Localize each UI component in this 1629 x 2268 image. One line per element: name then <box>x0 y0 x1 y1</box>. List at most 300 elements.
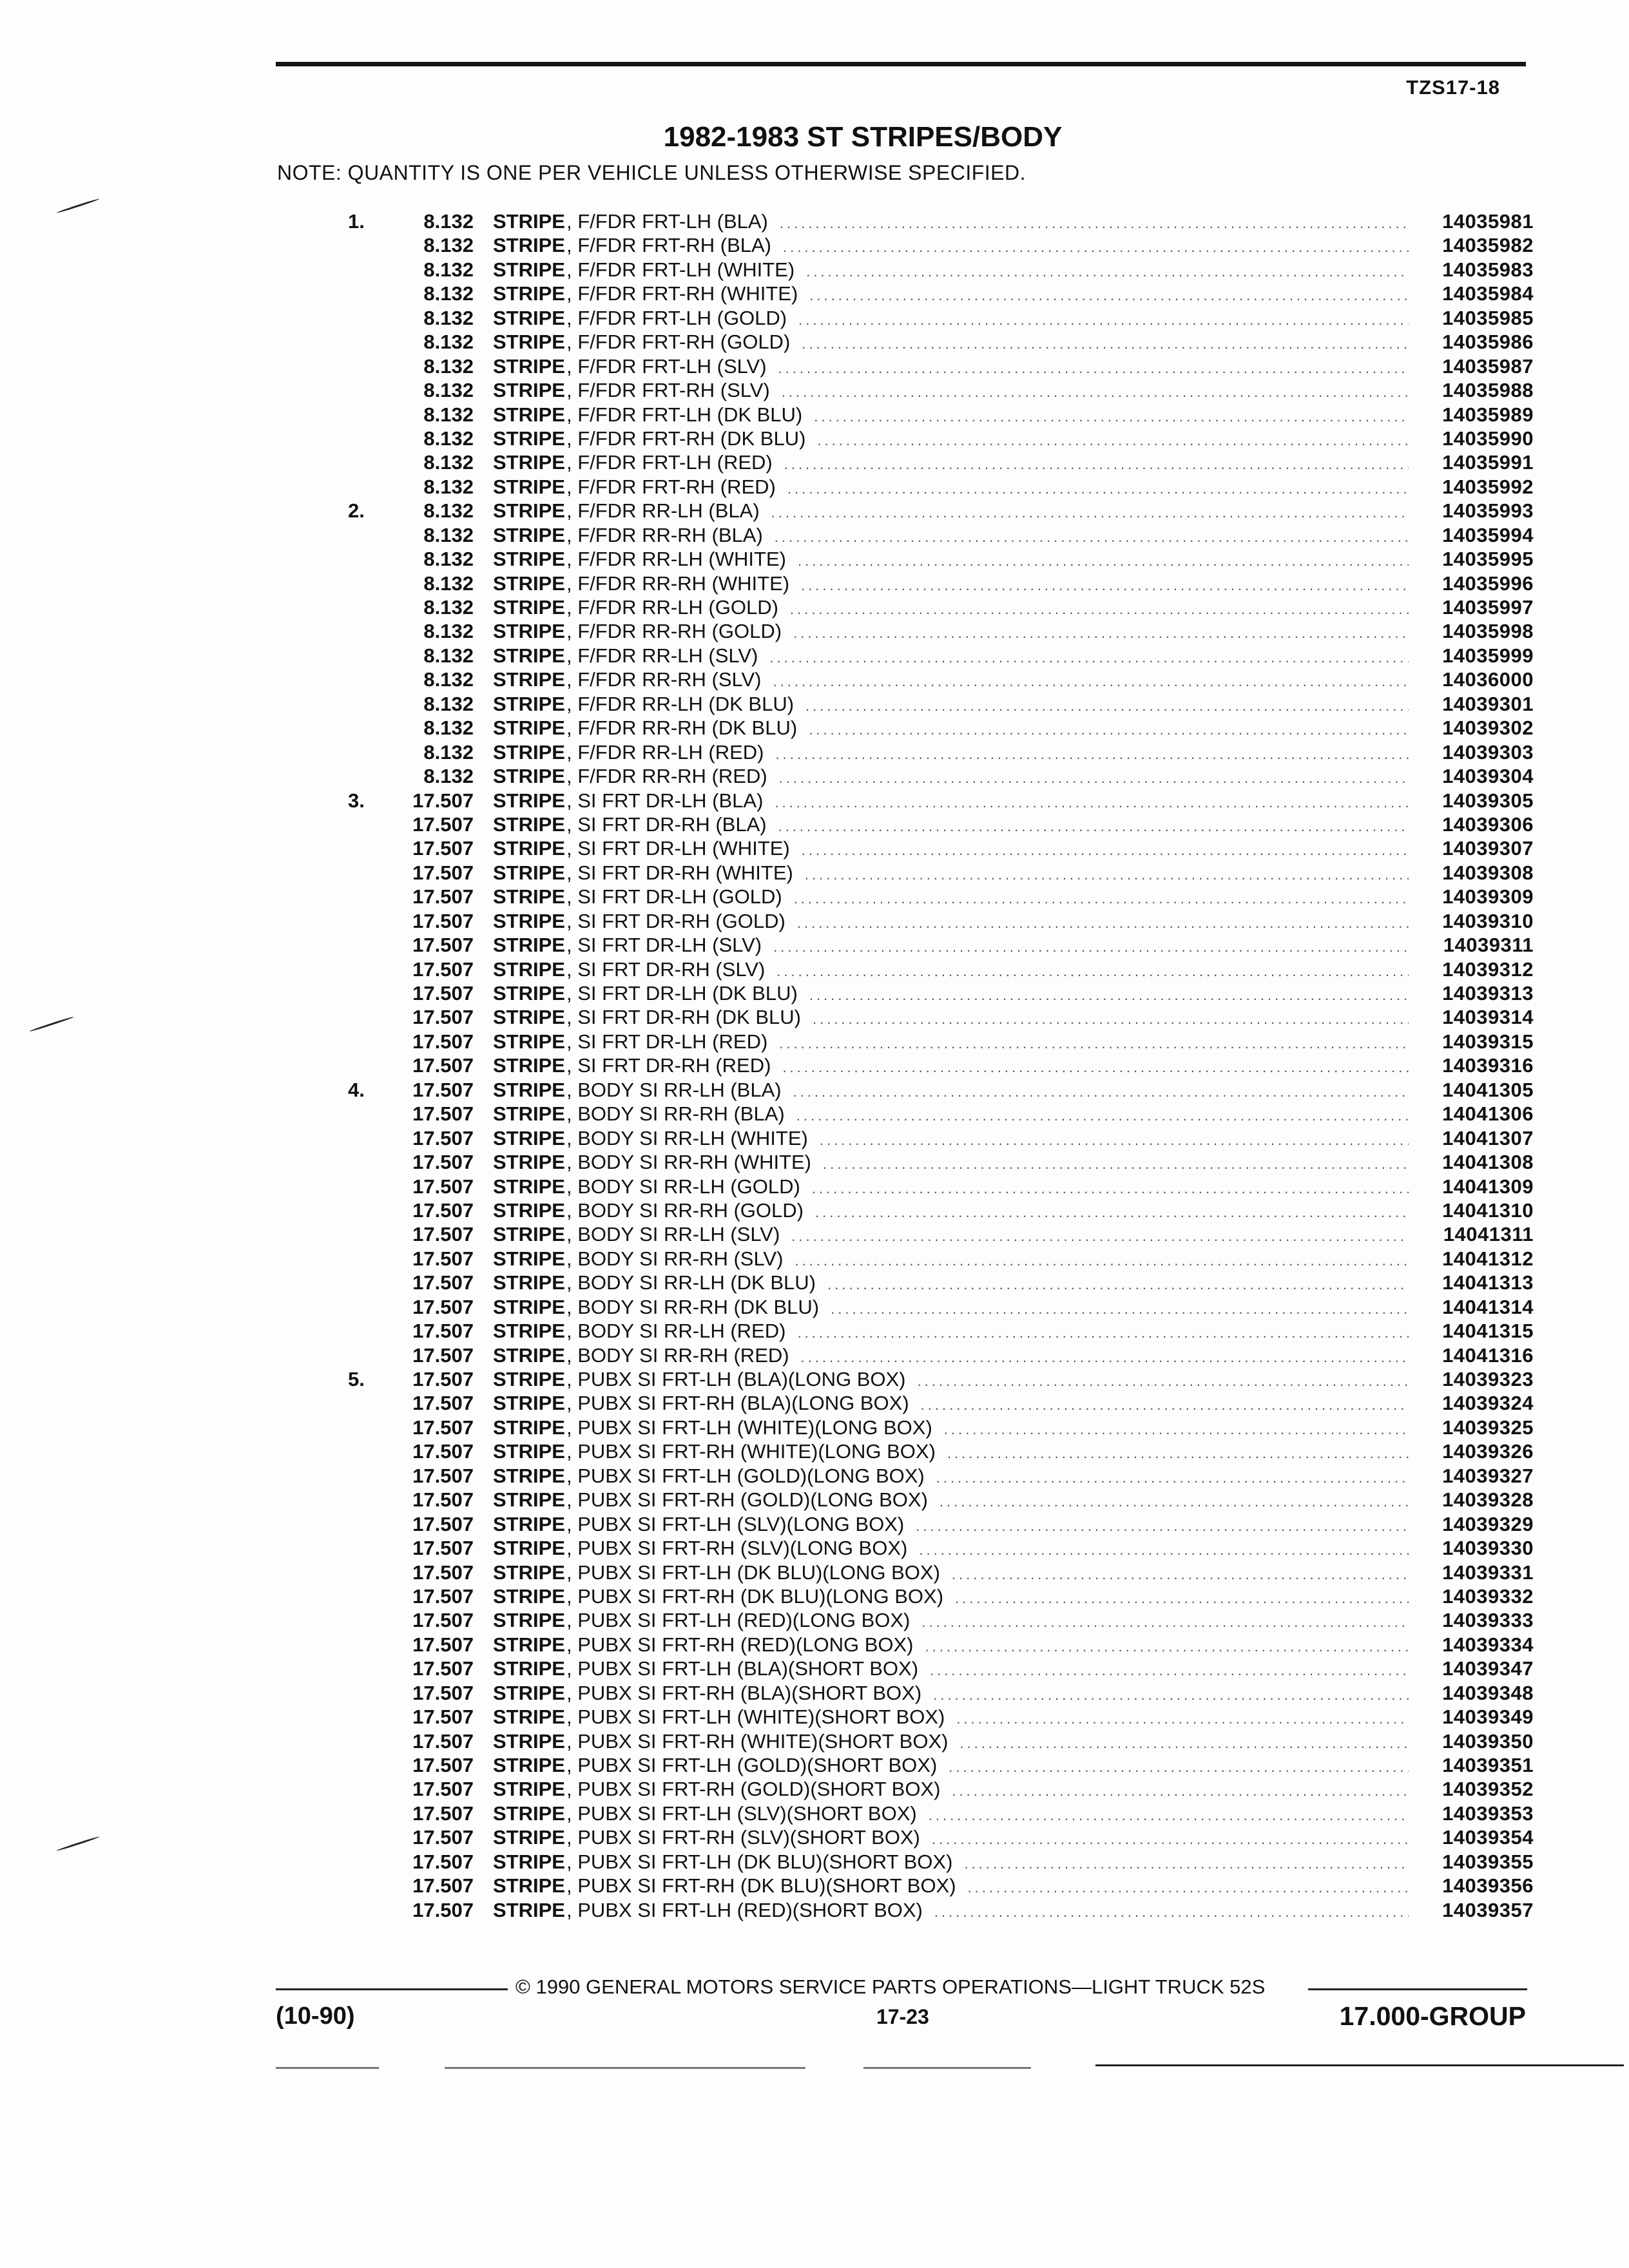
part-name: STRIPE <box>493 789 565 812</box>
part-description: , F/FDR FRT-LH (DK BLU) <box>566 403 803 426</box>
parts-row <box>348 1584 1534 1608</box>
quantity-code: 17.507 <box>412 1006 474 1029</box>
part-name: STRIPE <box>493 1320 565 1343</box>
quantity-code: 8.132 <box>423 548 474 571</box>
part-description: , F/FDR FRT-LH (BLA) <box>566 210 768 233</box>
part-name: STRIPE <box>493 1078 565 1101</box>
part-description: , F/FDR FRT-LH (GOLD) <box>566 306 787 329</box>
part-description: , SI FRT DR-LH (DK BLU) <box>566 982 798 1004</box>
part-number: 14039330 <box>1442 1537 1534 1560</box>
part-description: , SI FRT DR-LH (BLA) <box>566 789 764 812</box>
part-description: , F/FDR FRT-LH (WHITE) <box>566 258 795 281</box>
parts-row <box>348 1681 1534 1705</box>
quantity-code: 17.507 <box>412 1392 474 1415</box>
part-name: STRIPE <box>493 716 565 740</box>
part-name: STRIPE <box>493 1584 565 1608</box>
parts-row <box>348 427 1534 450</box>
part-description: , F/FDR RR-LH (DK BLU) <box>566 692 795 715</box>
part-number: 14039307 <box>1442 837 1534 860</box>
part-description: , F/FDR RR-LH (GOLD) <box>566 596 778 619</box>
part-description: , PUBX SI FRT-LH (RED)(LONG BOX) <box>566 1609 911 1632</box>
quantity-code: 17.507 <box>412 1584 474 1608</box>
dot-leader <box>959 1731 1409 1755</box>
dot-leader <box>944 1418 1409 1441</box>
dot-leader <box>918 1369 1409 1393</box>
part-number: 14035988 <box>1442 379 1534 402</box>
part-description: , PUBX SI FRT-RH (BLA)(LONG BOX) <box>566 1392 909 1415</box>
part-number: 14041310 <box>1442 1198 1534 1222</box>
quantity-code: 17.507 <box>412 982 474 1004</box>
part-description: , PUBX SI FRT-RH (RED)(LONG BOX) <box>566 1633 914 1656</box>
dot-leader <box>809 718 1409 742</box>
parts-row <box>348 475 1534 499</box>
part-description: , PUBX SI FRT-RH (WHITE)(LONG BOX) <box>566 1440 936 1463</box>
part-number: 14035985 <box>1442 306 1534 329</box>
parts-row <box>348 1464 1534 1488</box>
part-name: STRIPE <box>493 475 565 498</box>
part-number: 14039348 <box>1442 1681 1534 1704</box>
parts-row <box>348 1247 1534 1271</box>
part-number: 14035991 <box>1442 451 1534 474</box>
dot-leader <box>797 1321 1409 1345</box>
part-number: 14039347 <box>1442 1657 1534 1680</box>
part-name: STRIPE <box>493 1126 565 1149</box>
part-number: 14035997 <box>1442 596 1534 619</box>
part-number: 14039316 <box>1442 1054 1534 1077</box>
part-name: STRIPE <box>493 354 565 378</box>
part-description: , PUBX SI FRT-LH (BLA)(SHORT BOX) <box>566 1657 919 1680</box>
quantity-code: 8.132 <box>423 331 474 354</box>
part-name: STRIPE <box>493 1850 565 1873</box>
dot-leader <box>815 1200 1409 1224</box>
part-description: , PUBX SI FRT-RH (GOLD)(SHORT BOX) <box>566 1778 941 1801</box>
part-name: STRIPE <box>493 1247 565 1270</box>
part-name: STRIPE <box>493 1633 565 1656</box>
part-number: 14039303 <box>1442 740 1534 764</box>
dot-leader <box>817 428 1409 452</box>
quantity-code: 8.132 <box>423 403 474 426</box>
quantity-code: 8.132 <box>423 306 474 329</box>
part-name: STRIPE <box>493 379 565 402</box>
parts-row <box>348 1295 1534 1319</box>
part-name: STRIPE <box>493 1343 565 1367</box>
parts-row <box>348 1053 1534 1077</box>
part-description: , SI FRT DR-RH (WHITE) <box>566 861 793 884</box>
quantity-code: 8.132 <box>423 282 474 305</box>
part-description: , F/FDR RR-RH (RED) <box>566 765 767 788</box>
part-description: , F/FDR RR-LH (BLA) <box>566 499 760 523</box>
quantity-code: 8.132 <box>423 668 474 691</box>
parts-row <box>348 1271 1534 1294</box>
parts-row <box>348 1222 1534 1246</box>
parts-row <box>348 1126 1534 1150</box>
quantity-code: 17.507 <box>412 1537 474 1560</box>
quantity-code: 8.132 <box>423 475 474 498</box>
part-description: , PUBX SI FRT-RH (SLV)(SHORT BOX) <box>566 1826 920 1849</box>
part-name: STRIPE <box>493 837 565 860</box>
part-number: 14035987 <box>1442 354 1534 378</box>
dot-leader <box>930 1658 1409 1682</box>
part-name: STRIPE <box>493 331 565 354</box>
parts-row <box>348 547 1534 571</box>
part-number: 14039311 <box>1443 934 1534 957</box>
parts-row <box>348 1777 1534 1801</box>
parts-row <box>348 692 1534 716</box>
part-number: 14035999 <box>1442 644 1534 667</box>
part-name: STRIPE <box>493 258 565 281</box>
dot-leader <box>952 1562 1409 1586</box>
part-description: , F/FDR FRT-RH (DK BLU) <box>566 427 806 450</box>
quantity-code: 17.507 <box>412 1488 474 1512</box>
dot-leader <box>776 959 1409 983</box>
scan-artifact-mark <box>56 1836 100 1851</box>
parts-row <box>348 1030 1534 1053</box>
quantity-code: 17.507 <box>412 1343 474 1367</box>
scan-artifact-line <box>1095 2064 1624 2066</box>
part-number: 14039312 <box>1442 957 1534 981</box>
part-description: , F/FDR FRT-RH (BLA) <box>566 234 772 257</box>
part-name: STRIPE <box>493 210 565 233</box>
quantity-code: 17.507 <box>412 1030 474 1053</box>
quantity-code: 17.507 <box>412 1126 474 1149</box>
dot-leader <box>773 669 1409 693</box>
ref-number: 4. <box>348 1078 365 1101</box>
part-description: , SI FRT DR-RH (GOLD) <box>566 909 786 932</box>
part-description: , F/FDR RR-RH (BLA) <box>566 523 763 546</box>
quantity-code: 8.132 <box>423 644 474 667</box>
part-description: , SI FRT DR-RH (RED) <box>566 1054 771 1077</box>
parts-row <box>348 981 1534 1005</box>
quantity-code: 17.507 <box>412 1657 474 1680</box>
page-id: TZS17-18 <box>1406 76 1500 99</box>
quantity-code: 17.507 <box>412 812 474 836</box>
part-number: 14041314 <box>1442 1295 1534 1318</box>
parts-row <box>348 1825 1534 1849</box>
part-number: 14039357 <box>1442 1898 1534 1921</box>
quantity-code: 8.132 <box>423 258 474 281</box>
dot-leader <box>919 1538 1409 1562</box>
part-description: , PUBX SI FRT-LH (BLA)(LONG BOX) <box>566 1368 906 1390</box>
quantity-code: 17.507 <box>412 1850 474 1873</box>
part-number: 14039313 <box>1442 982 1534 1004</box>
part-description: , F/FDR FRT-RH (WHITE) <box>566 282 798 305</box>
part-description: , F/FDR RR-LH (WHITE) <box>566 548 786 571</box>
part-description: , F/FDR FRT-RH (SLV) <box>566 379 770 402</box>
quantity-code: 17.507 <box>412 837 474 860</box>
parts-row <box>348 330 1534 354</box>
quantity-code: 17.507 <box>412 861 474 884</box>
dot-leader <box>925 1635 1409 1658</box>
part-name: STRIPE <box>493 1706 565 1729</box>
dot-leader <box>779 1032 1409 1055</box>
part-description: , PUBX SI FRT-RH (DK BLU)(LONG BOX) <box>566 1584 944 1608</box>
dot-leader <box>771 501 1409 524</box>
part-number: 14039332 <box>1442 1584 1534 1608</box>
part-name: STRIPE <box>493 668 565 691</box>
part-description: , BODY SI RR-LH (WHITE) <box>566 1126 808 1149</box>
part-name: STRIPE <box>493 1416 565 1439</box>
quantity-code: 17.507 <box>412 1247 474 1270</box>
part-number: 14039329 <box>1442 1512 1534 1535</box>
parts-row <box>348 1343 1534 1367</box>
dot-leader <box>955 1586 1409 1610</box>
quantity-code: 8.132 <box>423 210 474 233</box>
part-name: STRIPE <box>493 740 565 764</box>
quantity-code: 17.507 <box>412 909 474 932</box>
part-description: , F/FDR RR-RH (WHITE) <box>566 572 790 595</box>
part-number: 14041305 <box>1442 1078 1534 1101</box>
dot-leader <box>805 863 1409 887</box>
part-description: , SI FRT DR-RH (SLV) <box>566 957 766 981</box>
parts-row <box>348 644 1534 668</box>
dot-leader <box>921 1393 1409 1417</box>
part-number: 14039352 <box>1442 1778 1534 1801</box>
part-number: 14041311 <box>1443 1223 1534 1246</box>
part-number: 14039325 <box>1442 1416 1534 1439</box>
dot-leader <box>921 1610 1409 1634</box>
part-description: , F/FDR FRT-RH (RED) <box>566 475 776 498</box>
quantity-code: 17.507 <box>412 1295 474 1318</box>
part-description: , F/FDR RR-RH (DK BLU) <box>566 716 798 740</box>
part-name: STRIPE <box>493 1464 565 1487</box>
part-name: STRIPE <box>493 1512 565 1535</box>
parts-row <box>348 403 1534 427</box>
dot-leader <box>823 1152 1409 1176</box>
dot-leader <box>831 1297 1409 1321</box>
part-name: STRIPE <box>493 1271 565 1294</box>
parts-row <box>348 1512 1534 1536</box>
parts-row <box>348 1753 1534 1777</box>
part-description: , PUBX SI FRT-LH (WHITE)(LONG BOX) <box>566 1416 932 1439</box>
part-description: , F/FDR FRT-RH (GOLD) <box>566 331 791 354</box>
quantity-code: 8.132 <box>423 692 474 715</box>
quantity-code: 8.132 <box>423 354 474 378</box>
part-number: 14035989 <box>1442 403 1534 426</box>
dot-leader <box>776 742 1409 766</box>
dot-leader <box>801 1345 1409 1369</box>
part-name: STRIPE <box>493 1006 565 1029</box>
parts-row <box>348 1078 1534 1102</box>
parts-row <box>348 1874 1534 1898</box>
dot-leader <box>932 1827 1409 1851</box>
quantity-code: 17.507 <box>412 1802 474 1825</box>
parts-row <box>348 1898 1534 1922</box>
quantity-code: 8.132 <box>423 499 474 523</box>
quantity-code: 17.507 <box>412 1198 474 1222</box>
parts-row <box>348 909 1534 933</box>
part-description: , SI FRT DR-LH (GOLD) <box>566 885 782 908</box>
dot-leader <box>806 260 1409 284</box>
ref-number: 1. <box>348 210 365 233</box>
parts-row <box>348 354 1534 378</box>
parts-row <box>348 1150 1534 1174</box>
part-description: , BODY SI RR-RH (WHITE) <box>566 1151 812 1174</box>
dot-leader <box>797 911 1409 935</box>
part-name: STRIPE <box>493 1175 565 1198</box>
parts-row <box>348 306 1534 330</box>
parts-row <box>348 1561 1534 1584</box>
part-name: STRIPE <box>493 982 565 1004</box>
part-number: 14035994 <box>1442 523 1534 546</box>
dot-leader <box>798 308 1409 332</box>
parts-row <box>348 1488 1534 1512</box>
parts-row <box>348 378 1534 402</box>
part-number: 14039314 <box>1442 1006 1534 1029</box>
dot-leader <box>778 356 1409 380</box>
part-number: 14039350 <box>1442 1729 1534 1753</box>
part-description: , BODY SI RR-RH (GOLD) <box>566 1198 804 1222</box>
part-name: STRIPE <box>493 403 565 426</box>
dot-leader <box>813 1007 1409 1031</box>
part-number: 14041315 <box>1442 1320 1534 1343</box>
part-description: , F/FDR RR-RH (SLV) <box>566 668 762 691</box>
part-name: STRIPE <box>493 306 565 329</box>
parts-row <box>348 1005 1534 1029</box>
dot-leader <box>947 1441 1409 1465</box>
part-number: 14041312 <box>1442 1247 1534 1270</box>
part-description: , SI FRT DR-RH (BLA) <box>566 812 767 836</box>
quantity-code: 8.132 <box>423 765 474 788</box>
quantity-code: 17.507 <box>412 1561 474 1584</box>
parts-row <box>348 1198 1534 1222</box>
part-description: , PUBX SI FRT-LH (RED)(SHORT BOX) <box>566 1898 923 1921</box>
parts-row <box>348 885 1534 908</box>
quantity-code: 17.507 <box>412 1464 474 1487</box>
parts-row <box>348 1175 1534 1198</box>
part-name: STRIPE <box>493 499 565 523</box>
part-description: , F/FDR FRT-LH (SLV) <box>566 354 767 378</box>
dot-leader <box>782 1055 1409 1079</box>
part-number: 14035986 <box>1442 331 1534 354</box>
part-name: STRIPE <box>493 1754 565 1776</box>
part-name: STRIPE <box>493 1488 565 1512</box>
parts-row <box>348 1705 1534 1729</box>
parts-row <box>348 499 1534 523</box>
dot-leader <box>783 235 1409 259</box>
part-description: , SI FRT DR-RH (DK BLU) <box>566 1006 801 1029</box>
dot-leader <box>784 452 1409 476</box>
quantity-code: 8.132 <box>423 427 474 450</box>
dot-leader <box>964 1852 1409 1876</box>
quantity-code: 17.507 <box>412 1778 474 1801</box>
parts-row <box>348 595 1534 619</box>
quantity-code: 17.507 <box>412 1054 474 1077</box>
part-number: 14039333 <box>1442 1609 1534 1632</box>
part-number: 14039334 <box>1442 1633 1534 1656</box>
part-description: , BODY SI RR-LH (GOLD) <box>566 1175 800 1198</box>
parts-row <box>348 836 1534 860</box>
dot-leader <box>956 1707 1409 1731</box>
part-number: 14035983 <box>1442 258 1534 281</box>
part-name: STRIPE <box>493 1368 565 1390</box>
part-description: , PUBX SI FRT-LH (SLV)(SHORT BOX) <box>566 1802 917 1825</box>
part-description: , PUBX SI FRT-LH (DK BLU)(LONG BOX) <box>566 1561 940 1584</box>
part-name: STRIPE <box>493 282 565 305</box>
part-name: STRIPE <box>493 1778 565 1801</box>
quantity-code: 17.507 <box>412 1898 474 1921</box>
part-description: , F/FDR FRT-LH (RED) <box>566 451 773 474</box>
quantity-code: 8.132 <box>423 523 474 546</box>
part-description: , PUBX SI FRT-RH (BLA)(SHORT BOX) <box>566 1681 922 1704</box>
quantity-code: 17.507 <box>412 1874 474 1898</box>
parts-row <box>348 764 1534 788</box>
parts-row <box>348 572 1534 595</box>
part-description: , F/FDR RR-LH (RED) <box>566 740 764 764</box>
parts-row <box>348 933 1534 957</box>
dot-leader <box>940 1490 1409 1514</box>
dot-leader <box>782 380 1409 404</box>
quantity-code: 17.507 <box>412 1078 474 1101</box>
quantity-code: 17.507 <box>412 1512 474 1535</box>
part-number: 14041316 <box>1442 1343 1534 1367</box>
dot-leader <box>795 1249 1409 1273</box>
part-name: STRIPE <box>493 572 565 595</box>
parts-row <box>348 1319 1534 1343</box>
part-name: STRIPE <box>493 1561 565 1584</box>
part-description: , BODY SI RR-RH (SLV) <box>566 1247 784 1270</box>
part-number: 14035996 <box>1442 572 1534 595</box>
part-number: 14039351 <box>1442 1754 1534 1776</box>
part-description: , BODY SI RR-LH (BLA) <box>566 1078 782 1101</box>
quantity-code: 17.507 <box>412 1102 474 1126</box>
dot-leader <box>936 1466 1409 1490</box>
part-description: , PUBX SI FRT-LH (WHITE)(SHORT BOX) <box>566 1706 945 1729</box>
part-description: , BODY SI RR-LH (SLV) <box>566 1223 780 1246</box>
part-name: STRIPE <box>493 1826 565 1849</box>
part-name: STRIPE <box>493 692 565 715</box>
dot-leader <box>814 405 1409 428</box>
part-description: , PUBX SI FRT-LH (SLV)(LONG BOX) <box>566 1512 905 1535</box>
part-name: STRIPE <box>493 1537 565 1560</box>
part-description: , PUBX SI FRT-LH (GOLD)(LONG BOX) <box>566 1464 925 1487</box>
part-name: STRIPE <box>493 596 565 619</box>
quantity-code: 8.132 <box>423 620 474 643</box>
part-name: STRIPE <box>493 1609 565 1632</box>
part-name: STRIPE <box>493 1392 565 1415</box>
part-name: STRIPE <box>493 1681 565 1704</box>
dot-leader <box>968 1876 1409 1899</box>
quantity-code: 17.507 <box>412 789 474 812</box>
part-name: STRIPE <box>493 234 565 257</box>
part-number: 14039309 <box>1442 885 1534 908</box>
dot-leader <box>769 646 1409 669</box>
parts-row <box>348 812 1534 836</box>
quantity-code: 8.132 <box>423 740 474 764</box>
parts-row <box>348 1367 1534 1391</box>
quantity-code: 8.132 <box>423 572 474 595</box>
parts-row <box>348 450 1534 474</box>
part-number: 14039315 <box>1442 1030 1534 1053</box>
part-number: 14035998 <box>1442 620 1534 643</box>
part-number: 14039323 <box>1442 1368 1534 1390</box>
footer-page-number: 17-23 <box>876 2005 929 2028</box>
parts-row <box>348 1729 1534 1753</box>
footer-copyright: © 1990 GENERAL MOTORS SERVICE PARTS OPERATIONS—LIGHT TRUCK 52S <box>516 1975 1266 1998</box>
part-name: STRIPE <box>493 1874 565 1898</box>
part-number: 14035981 <box>1442 210 1534 233</box>
quantity-note: NOTE: QUANTITY IS ONE PER VEHICLE UNLESS OTHERWISE SPECIFIED. <box>277 161 1026 184</box>
part-number: 14041306 <box>1442 1102 1534 1126</box>
dot-leader <box>790 597 1409 621</box>
dot-leader <box>929 1803 1409 1827</box>
part-number: 14039356 <box>1442 1874 1534 1898</box>
footer-date: (10-90) <box>276 2003 355 2030</box>
parts-row <box>348 523 1534 547</box>
part-name: STRIPE <box>493 1440 565 1463</box>
parts-row <box>348 789 1534 812</box>
part-number: 14035984 <box>1442 282 1534 305</box>
header-rule <box>276 62 1526 66</box>
